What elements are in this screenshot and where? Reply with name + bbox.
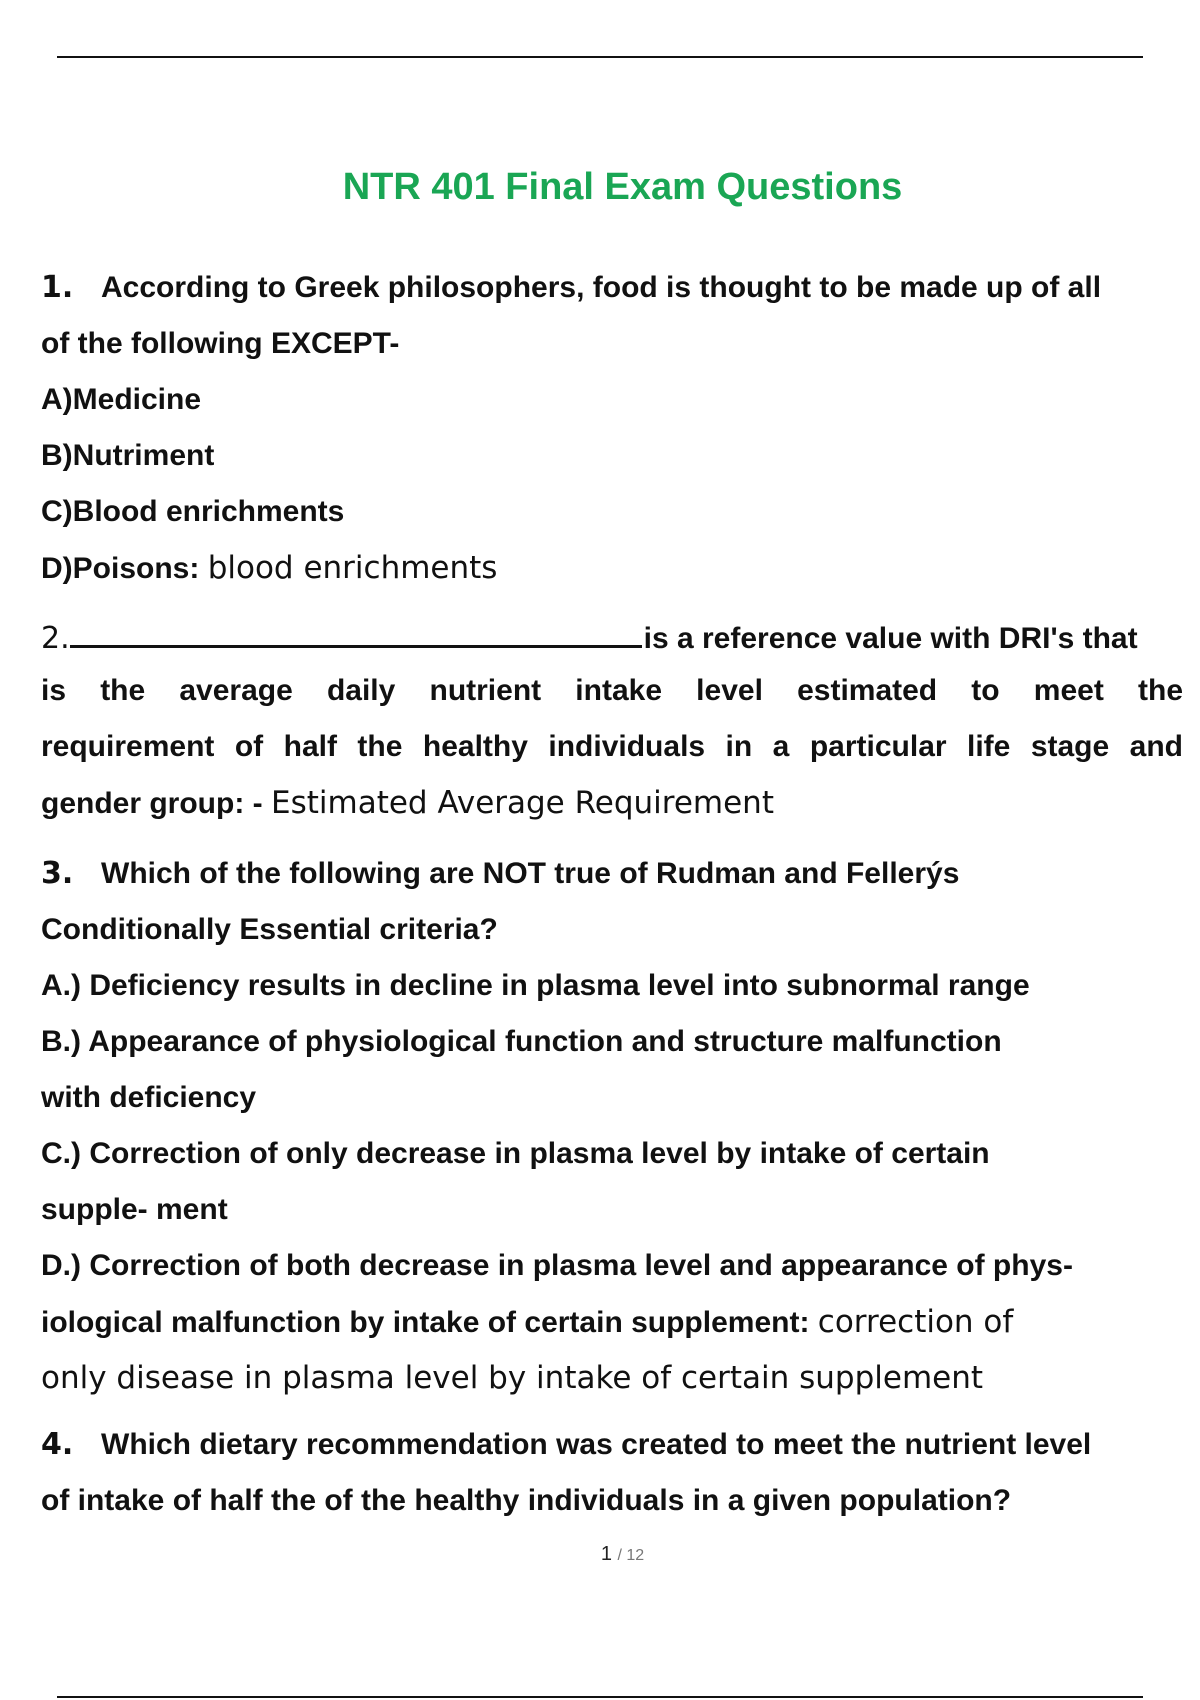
question-3-line-2: Conditionally Essential criteria? [41,913,498,946]
answer-text: blood enrichments [207,550,498,586]
question-1 [41,260,1183,596]
question-2-line-4: gender group: - Estimated Average Requirement [41,785,774,821]
page-title: NTR 401 Final Exam Questions [342,166,903,208]
question-4-line-2: of intake of half the of the healthy individuals in a given population? [41,1484,1012,1517]
question-number: 4. [41,1427,74,1462]
question-2 [41,607,1183,831]
option-b-continued: with deficiency [41,1081,257,1114]
bottom-rule [57,1696,1143,1698]
option-d: D.) Correction of both decrease in plasma level and appearance of phys- [41,1249,1073,1282]
option-b: B)Nutriment [41,439,215,472]
question-2-line-3: requirement of half the healthy individuals in a particular life stage and [41,730,1183,763]
page-number [0,1543,1200,1566]
question-4 [41,1417,1183,1529]
question-number: 2. [41,621,70,656]
option-c: C.) Correction of only decrease in plasma level by intake of certain [41,1137,990,1170]
question-3 [41,846,1183,1406]
question-2-line-1: 2. is a reference value with DRI's that [41,607,1183,663]
option-a: A.) Deficiency results in decline in plasma level into subnormal range [41,969,1030,1002]
question-2-line-2: is the average daily nutrient intake level estimated to meet the [41,674,1183,707]
question-1-line-1: 1. According to Greek philosophers, food is thought to be made up of all [41,260,1183,316]
option-c-continued: supple- ment [41,1193,228,1226]
option-d: D)Poisons: blood enrichments [41,550,498,586]
question-3-line-1: 3. Which of the following are NOT true of Rudman and Fellerýs [41,846,1183,902]
fill-in-blank [70,607,642,648]
top-rule [57,56,1143,58]
option-c: C)Blood enrichments [41,495,345,528]
answer-text: Estimated Average Requirement [271,785,774,821]
option-d-continued: iological malfunction by intake of certain supplement: correction of [41,1304,1014,1340]
question-1-line-2: of the following EXCEPT- [41,327,400,360]
answer-text-continued: only disease in plasma level by intake of certain supplement [41,1360,984,1396]
total-pages: / 12 [617,1547,645,1564]
option-a: A)Medicine [41,383,202,416]
answer-text: correction of [817,1304,1014,1340]
question-number: 3. [41,856,74,891]
question-number: 1. [41,270,74,305]
question-4-line-1: 4. Which dietary recommendation was created to meet the nutrient level [41,1417,1183,1473]
current-page: 1 [600,1543,612,1565]
option-b: B.) Appearance of physiological function and structure malfunction [41,1025,1002,1058]
